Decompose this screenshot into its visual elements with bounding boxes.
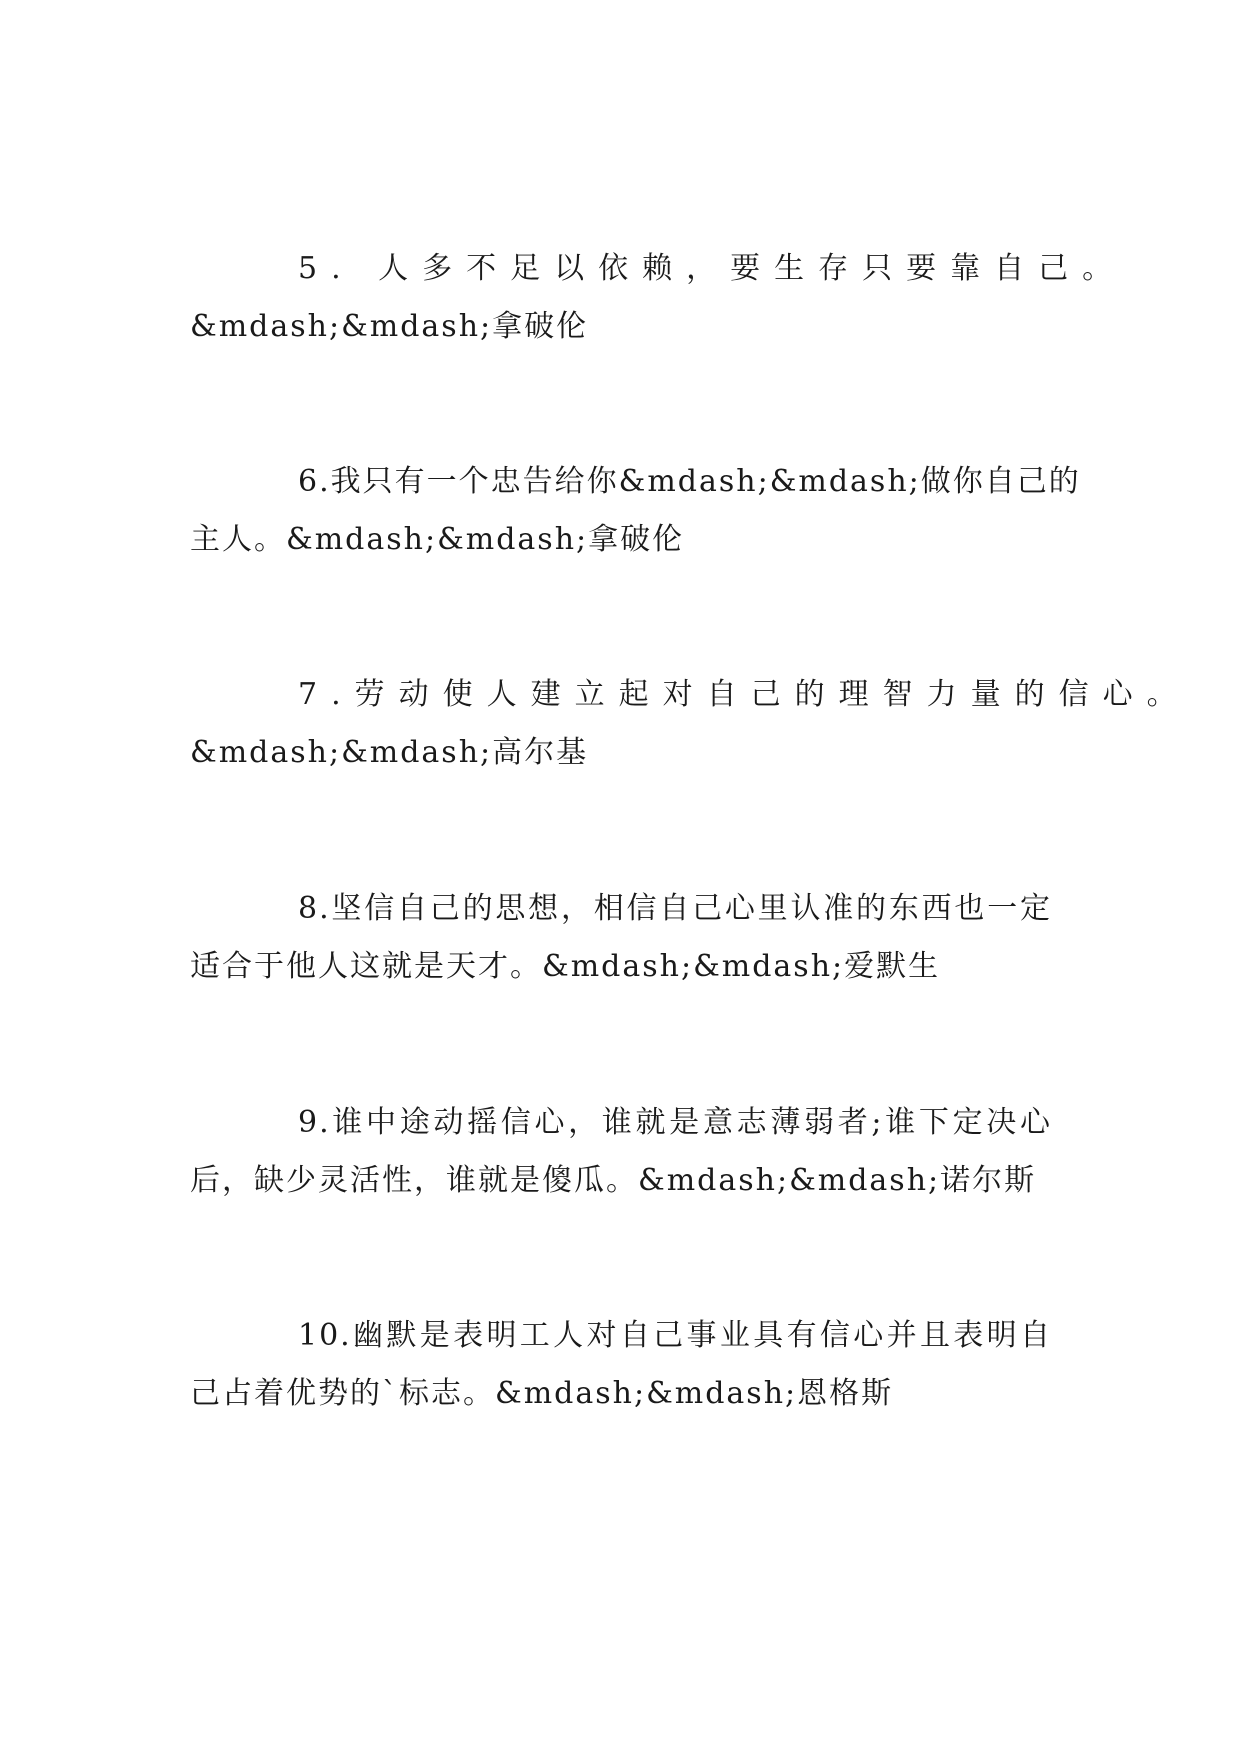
quote-6 <box>190 453 1081 569</box>
quote-line-1: 6.我只有一个忠告给你&mdash;&mdash;做你自己的 <box>298 464 1081 499</box>
quote-line-2: &mdash;&mdash;高尔基 <box>190 735 589 770</box>
quote-line-1: 9.谁中途动摇信心，谁就是意志薄弱者;谁下定决心 <box>298 1105 1052 1140</box>
quote-line-2: 适合于他人这就是天才。&mdash;&mdash;爱默生 <box>190 949 941 984</box>
quote-line-2: &mdash;&mdash;拿破伦 <box>190 309 589 344</box>
quote-line-1: 8.坚信自己的思想，相信自己心里认准的东西也一定 <box>298 891 1052 926</box>
quote-line-2: 己占着优势的`标志。&mdash;&mdash;恩格斯 <box>190 1376 894 1411</box>
quote-9 <box>190 1094 1052 1210</box>
quote-line-2: 主人。&mdash;&mdash;拿破伦 <box>190 522 685 557</box>
quote-10 <box>190 1307 1052 1423</box>
quote-line-2: 后，缺少灵活性，谁就是傻瓜。&mdash;&mdash;诺尔斯 <box>190 1163 1037 1198</box>
quote-5 <box>190 240 1127 356</box>
quote-8 <box>190 880 1052 996</box>
quote-line-1: 7.劳动使人建立起对自己的理智力量的信心。 <box>298 677 1191 712</box>
quote-line-1: 5. 人多不足以依赖，要生存只要靠自己。 <box>298 251 1127 286</box>
quote-7 <box>190 666 1191 782</box>
quote-line-1: 10.幽默是表明工人对自己事业具有信心并且表明自 <box>298 1318 1052 1353</box>
